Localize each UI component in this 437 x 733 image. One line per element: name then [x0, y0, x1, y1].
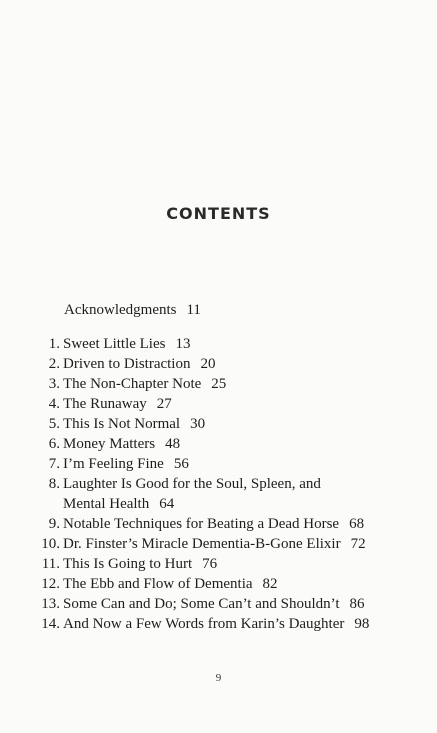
toc-entry-12 — [0, 574, 437, 594]
entry-title: Driven to Distraction — [63, 356, 191, 372]
entry-number: 8. — [48, 476, 60, 492]
entry-number: 6. — [48, 436, 60, 452]
toc-entry-7 — [0, 454, 437, 474]
entry-title: Notable Techniques for Beating a Dead Horse — [63, 516, 340, 532]
entry-page-number: 72 — [350, 536, 366, 552]
entry-number: 5. — [48, 416, 60, 432]
entry-title: Sweet Little Lies — [63, 336, 166, 352]
entry-number: 10. — [41, 536, 60, 552]
entry-page-number: 27 — [156, 396, 172, 412]
entry-title: Acknowledgments — [64, 302, 177, 318]
entry-title: Laughter Is Good for the Soul, Spleen, and Mental Health — [63, 476, 321, 512]
entry-number: 3. — [48, 376, 60, 392]
entry-number: 13. — [41, 596, 60, 612]
toc-entry-6 — [0, 434, 437, 454]
toc-entry-1 — [0, 334, 437, 354]
entry-number: 12. — [41, 576, 60, 592]
toc-entry-4 — [0, 394, 437, 414]
entry-number: 7. — [48, 456, 60, 472]
entry-number: 4. — [48, 396, 60, 412]
entry-title: I’m Feeling Fine — [63, 456, 164, 472]
entry-title: The Runaway — [63, 396, 147, 412]
entry-page-number: 98 — [354, 616, 370, 632]
contents-heading: CONTENTS — [166, 204, 271, 223]
table-of-contents — [0, 334, 437, 634]
toc-entry-9 — [0, 514, 437, 534]
entry-page-number: 76 — [202, 556, 218, 572]
entry-title: And Now a Few Words from Karin’s Daughter — [63, 616, 345, 632]
entry-page-number: 86 — [349, 596, 365, 612]
toc-entry-10 — [0, 534, 437, 554]
toc-entry-13 — [0, 594, 437, 614]
entry-page-number: 82 — [262, 576, 278, 592]
entry-title: Money Matters — [63, 436, 156, 452]
entry-page-number: 64 — [159, 496, 175, 512]
entry-number: 1. — [48, 336, 60, 352]
toc-entry-11 — [0, 554, 437, 574]
entry-number: 9. — [48, 516, 60, 532]
entry-page-number: 30 — [190, 416, 206, 432]
entry-number: 11. — [41, 556, 60, 572]
entry-title: This Is Not Normal — [63, 416, 181, 432]
entry-page-number: 20 — [200, 356, 216, 372]
entry-title: The Non-Chapter Note — [63, 376, 202, 392]
entry-title: This Is Going to Hurt — [63, 556, 193, 572]
entry-title: The Ebb and Flow of Dementia — [63, 576, 253, 592]
entry-page-number: 25 — [211, 376, 227, 392]
toc-entry-3 — [0, 374, 437, 394]
page-number-folio: 9 — [215, 672, 222, 684]
acknowledgments-entry — [64, 302, 201, 319]
toc-entry-5 — [0, 414, 437, 434]
toc-entry-8 — [0, 474, 437, 514]
toc-entry-2 — [0, 354, 437, 374]
entry-page-number: 48 — [165, 436, 181, 452]
entry-page-number: 13 — [175, 336, 191, 352]
entry-page-number: 56 — [173, 456, 189, 472]
entry-page-number: 68 — [349, 516, 365, 532]
entry-number: 14. — [41, 616, 60, 632]
entry-page-number: 11 — [186, 302, 201, 318]
entry-title: Some Can and Do; Some Can’t and Shouldn’t — [63, 596, 340, 612]
toc-entry-14 — [0, 614, 437, 634]
entry-number: 2. — [48, 356, 60, 372]
entry-title: Dr. Finster’s Miracle Dementia-B-Gone Elixir — [63, 536, 341, 552]
